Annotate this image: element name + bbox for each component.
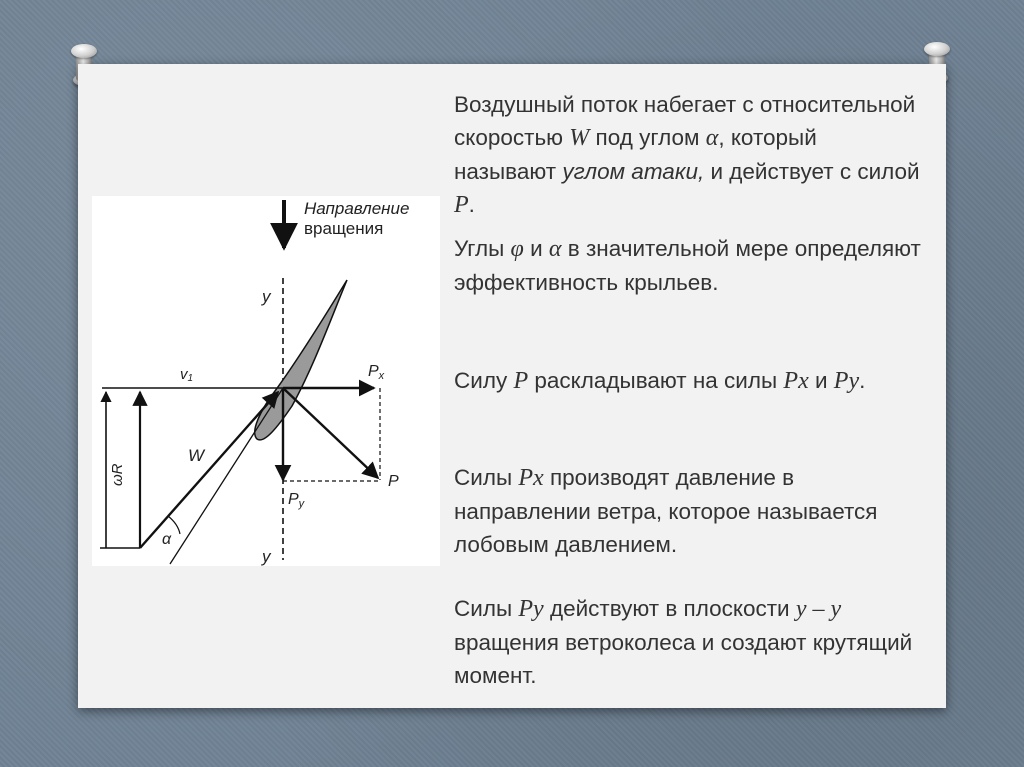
symbol-phi: φ bbox=[510, 236, 524, 262]
blade-chord-line bbox=[170, 388, 283, 564]
paragraph-px-drag: Силы Px производят давление в направлении ветра, которое называется лобовым давлением. bbox=[454, 465, 878, 557]
label-omega-r: ωR bbox=[109, 463, 126, 486]
blade-force-diagram bbox=[92, 196, 440, 566]
symbol-py: Py bbox=[833, 368, 860, 394]
symbol-px: Px bbox=[518, 465, 544, 491]
rotation-title-line1: Направление bbox=[304, 199, 410, 218]
label-px: Px bbox=[368, 363, 385, 382]
label-v1: v1 bbox=[180, 366, 194, 384]
paragraph-air-flow: Воздушный поток набегает с относительной скоростью W под углом α, который называют углом атаки, и действует с силой P. bbox=[454, 92, 920, 218]
symbol-alpha: α bbox=[548, 236, 562, 262]
label-alpha: α bbox=[162, 531, 172, 548]
symbol-y-y: y – y bbox=[795, 596, 842, 622]
label-y-top: y bbox=[262, 287, 271, 306]
symbol-px: Px bbox=[783, 368, 809, 394]
label-y-bottom: y bbox=[262, 547, 271, 566]
term-angle-of-attack: углом атаки, bbox=[562, 159, 705, 184]
symbol-alpha: α bbox=[705, 125, 719, 151]
paragraph-py-torque: Силы Py действуют в плоскости y – y вращения ветроколеса и создают крутящий момент. bbox=[454, 596, 913, 688]
symbol-p: P bbox=[454, 192, 469, 218]
p-resultant-force-arrow bbox=[283, 388, 378, 478]
w-relative-velocity-arrow bbox=[140, 392, 278, 548]
symbol-w: W bbox=[569, 125, 590, 151]
paragraph-angles: Углы φ и α в значительной мере определяют эффективность крыльев. bbox=[454, 236, 921, 295]
rotation-title-line2: вращения bbox=[304, 219, 384, 238]
label-w: W bbox=[188, 446, 205, 465]
paragraph-force-decomposition: Силу P раскладывают на силы Px и Py. bbox=[454, 368, 866, 394]
label-py: Py bbox=[288, 491, 305, 510]
symbol-py: Py bbox=[518, 596, 544, 622]
label-p: P bbox=[388, 473, 399, 490]
symbol-p: P bbox=[513, 368, 529, 394]
